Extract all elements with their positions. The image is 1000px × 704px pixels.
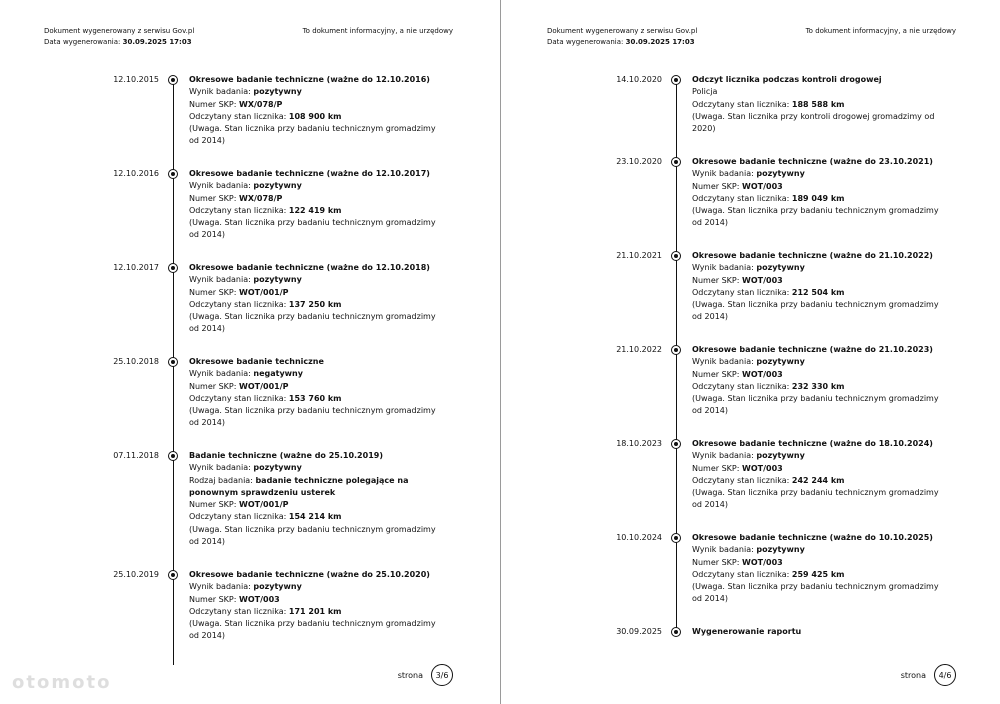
timeline-dot-icon — [671, 75, 681, 85]
entry-skp-number: Numer SKP: WOT/003 — [692, 181, 783, 191]
entry-date: 12.10.2016 — [113, 169, 159, 178]
entry-date: 21.10.2021 — [616, 251, 662, 260]
entry-skp-number: Numer SKP: WX/078/P — [189, 99, 283, 109]
entry-skp-number: Numer SKP: WOT/001/P — [189, 287, 289, 297]
entry-result: Wynik badania: pozytywny — [189, 582, 302, 592]
entry-result: Wynik badania: pozytywny — [189, 275, 302, 285]
entry-skp-number: Numer SKP: WOT/003 — [692, 369, 783, 379]
entry-note: (Uwaga. Stan licznika przy badaniu technicznym gromadzimy od 2014) — [189, 406, 436, 428]
entry-odometer: Odczytany stan licznika: 189 049 km — [692, 193, 845, 203]
timeline-dot-icon — [671, 627, 681, 637]
entry-odometer: Odczytany stan licznika: 242 244 km — [692, 475, 845, 485]
entry-note: (Uwaga. Stan licznika przy badaniu technicznym gromadzimy od 2014) — [692, 582, 939, 604]
timeline-dot-icon — [671, 345, 681, 355]
entry-note: (Uwaga. Stan licznika przy badaniu technicznym gromadzimy od 2014) — [189, 312, 436, 334]
document-page-left — [0, 0, 497, 704]
timeline-dot-icon — [168, 75, 178, 85]
entry-result: Wynik badania: pozytywny — [189, 463, 302, 473]
page-indicator — [901, 664, 956, 686]
page-header-left — [547, 26, 697, 48]
entry-title: Wygenerowanie raportu — [692, 627, 802, 636]
entry-skp-number: Numer SKP: WOT/003 — [692, 463, 783, 473]
timeline-dot-icon — [168, 263, 178, 273]
entry-title: Okresowe badanie techniczne (ważne do 25.10.2020) — [189, 570, 430, 579]
entry-note: (Uwaga. Stan licznika przy badaniu technicznym gromadzimy od 2014) — [692, 206, 939, 228]
entry-odometer: Odczytany stan licznika: 259 425 km — [692, 569, 845, 579]
entry-note: (Uwaga. Stan licznika przy kontroli drogowej gromadzimy od 2020) — [692, 111, 935, 134]
entry-result: Wynik badania: negatywny — [189, 369, 303, 379]
entry-date: 07.11.2018 — [113, 451, 159, 460]
entry-skp-number: Numer SKP: WOT/001/P — [189, 381, 289, 391]
page-number: 3/6 — [431, 664, 453, 686]
timeline-dot-icon — [168, 357, 178, 367]
generated-date: Data wygenerowania: 30.09.2025 17:03 — [547, 38, 695, 46]
entry-details — [189, 569, 444, 643]
entry-details — [692, 250, 947, 324]
timeline-dot-icon — [671, 251, 681, 261]
entry-note: (Uwaga. Stan licznika przy badaniu technicznym gromadzimy od 2014) — [692, 300, 939, 322]
disclaimer-text: To dokument informacyjny, a nie urzędowy — [302, 27, 453, 35]
entry-odometer: Odczytany stan licznika: 108 900 km — [189, 111, 342, 121]
timeline-dot-icon — [671, 439, 681, 449]
entry-date: 25.10.2018 — [113, 357, 159, 366]
entry-details — [692, 74, 947, 135]
entry-title: Badanie techniczne (ważne do 25.10.2019) — [189, 451, 383, 460]
entry-skp-number: Numer SKP: WOT/001/P — [189, 500, 289, 510]
entry-details — [692, 532, 947, 606]
entry-result: Wynik badania: pozytywny — [189, 87, 302, 97]
entry-note: (Uwaga. Stan licznika przy badaniu technicznym gromadzimy od 2014) — [189, 619, 436, 641]
entry-details — [189, 168, 444, 242]
entry-source: Policja — [692, 87, 718, 97]
entry-odometer: Odczytany stan licznika: 171 201 km — [189, 606, 342, 616]
entry-odometer: Odczytany stan licznika: 122 419 km — [189, 205, 342, 215]
page-label: strona — [397, 670, 423, 680]
entry-result: Wynik badania: pozytywny — [692, 451, 805, 461]
entry-odometer: Odczytany stan licznika: 153 760 km — [189, 393, 342, 403]
entry-title: Okresowe badanie techniczne — [189, 357, 324, 366]
entry-date: 10.10.2024 — [616, 533, 662, 542]
entry-details — [189, 74, 444, 148]
entry-skp-number: Numer SKP: WOT/003 — [692, 275, 783, 285]
entry-skp-number: Numer SKP: WOT/003 — [189, 594, 280, 604]
entry-title: Okresowe badanie techniczne (ważne do 18.10.2024) — [692, 439, 933, 448]
entry-odometer: Odczytany stan licznika: 232 330 km — [692, 381, 845, 391]
entry-date: 12.10.2015 — [113, 75, 159, 84]
page-divider — [500, 0, 501, 704]
disclaimer-text: To dokument informacyjny, a nie urzędowy — [805, 27, 956, 35]
timeline-dot-icon — [671, 533, 681, 543]
entry-exam-type: Rodzaj badania: badanie techniczne polegające na ponownym sprawdzeniu usterek — [189, 475, 409, 497]
entry-odometer: Odczytany stan licznika: 154 214 km — [189, 512, 342, 522]
generated-by-text: Dokument wygenerowany z serwisu Gov.pl — [44, 27, 195, 35]
entry-note: (Uwaga. Stan licznika przy badaniu technicznym gromadzimy od 2014) — [189, 124, 436, 146]
entry-odometer: Odczytany stan licznika: 188 588 km — [692, 99, 845, 109]
entry-date: 30.09.2025 — [616, 627, 662, 636]
entry-title: Okresowe badanie techniczne (ważne do 21.10.2022) — [692, 251, 933, 260]
entry-result: Wynik badania: pozytywny — [692, 357, 805, 367]
entry-result: Wynik badania: pozytywny — [692, 545, 805, 555]
entry-details — [692, 344, 947, 418]
timeline-dot-icon — [168, 570, 178, 580]
entry-title: Okresowe badanie techniczne (ważne do 12.10.2018) — [189, 263, 430, 272]
entry-title: Okresowe badanie techniczne (ważne do 12.10.2017) — [189, 169, 430, 178]
entry-details — [189, 450, 444, 548]
entry-details — [692, 438, 947, 512]
page-number: 4/6 — [934, 664, 956, 686]
timeline-dot-icon — [671, 157, 681, 167]
document-page-right — [503, 0, 1000, 704]
entry-date: 23.10.2020 — [616, 157, 662, 166]
timeline-dot-icon — [168, 169, 178, 179]
entry-date: 25.10.2019 — [113, 570, 159, 579]
page-indicator — [398, 664, 453, 686]
watermark-logo: otomoto — [12, 672, 112, 693]
entry-result: Wynik badania: pozytywny — [692, 169, 805, 179]
entry-note: (Uwaga. Stan licznika przy badaniu technicznym gromadzimy od 2014) — [189, 524, 436, 547]
entry-note: (Uwaga. Stan licznika przy badaniu technicznym gromadzimy od 2014) — [692, 394, 939, 416]
generated-date: Data wygenerowania: 30.09.2025 17:03 — [44, 38, 192, 46]
entry-title: Okresowe badanie techniczne (ważne do 23.10.2021) — [692, 157, 933, 166]
entry-details — [189, 356, 444, 430]
entry-odometer: Odczytany stan licznika: 137 250 km — [189, 299, 342, 309]
entry-skp-number: Numer SKP: WOT/003 — [692, 557, 783, 567]
generated-by-text: Dokument wygenerowany z serwisu Gov.pl — [547, 27, 698, 35]
entry-date: 18.10.2023 — [616, 439, 662, 448]
entry-date: 14.10.2020 — [616, 75, 662, 84]
entry-date: 21.10.2022 — [616, 345, 662, 354]
entry-title: Okresowe badanie techniczne (ważne do 21.10.2023) — [692, 345, 933, 354]
page-label: strona — [900, 670, 926, 680]
entry-result: Wynik badania: pozytywny — [189, 181, 302, 191]
entry-note: (Uwaga. Stan licznika przy badaniu technicznym gromadzimy od 2014) — [189, 218, 436, 240]
entry-skp-number: Numer SKP: WX/078/P — [189, 193, 283, 203]
entry-details — [692, 156, 947, 230]
entry-title: Odczyt licznika podczas kontroli drogowej — [692, 75, 882, 84]
entry-odometer: Odczytany stan licznika: 212 504 km — [692, 287, 845, 297]
entry-date: 12.10.2017 — [113, 263, 159, 272]
entry-note: (Uwaga. Stan licznika przy badaniu technicznym gromadzimy od 2014) — [692, 488, 939, 510]
entry-title: Okresowe badanie techniczne (ważne do 10.10.2025) — [692, 533, 933, 542]
entry-result: Wynik badania: pozytywny — [692, 263, 805, 273]
entry-details — [189, 262, 444, 336]
page-header-left — [44, 26, 194, 48]
entry-title: Okresowe badanie techniczne (ważne do 12.10.2016) — [189, 75, 430, 84]
entry-details — [692, 626, 947, 638]
timeline-dot-icon — [168, 451, 178, 461]
